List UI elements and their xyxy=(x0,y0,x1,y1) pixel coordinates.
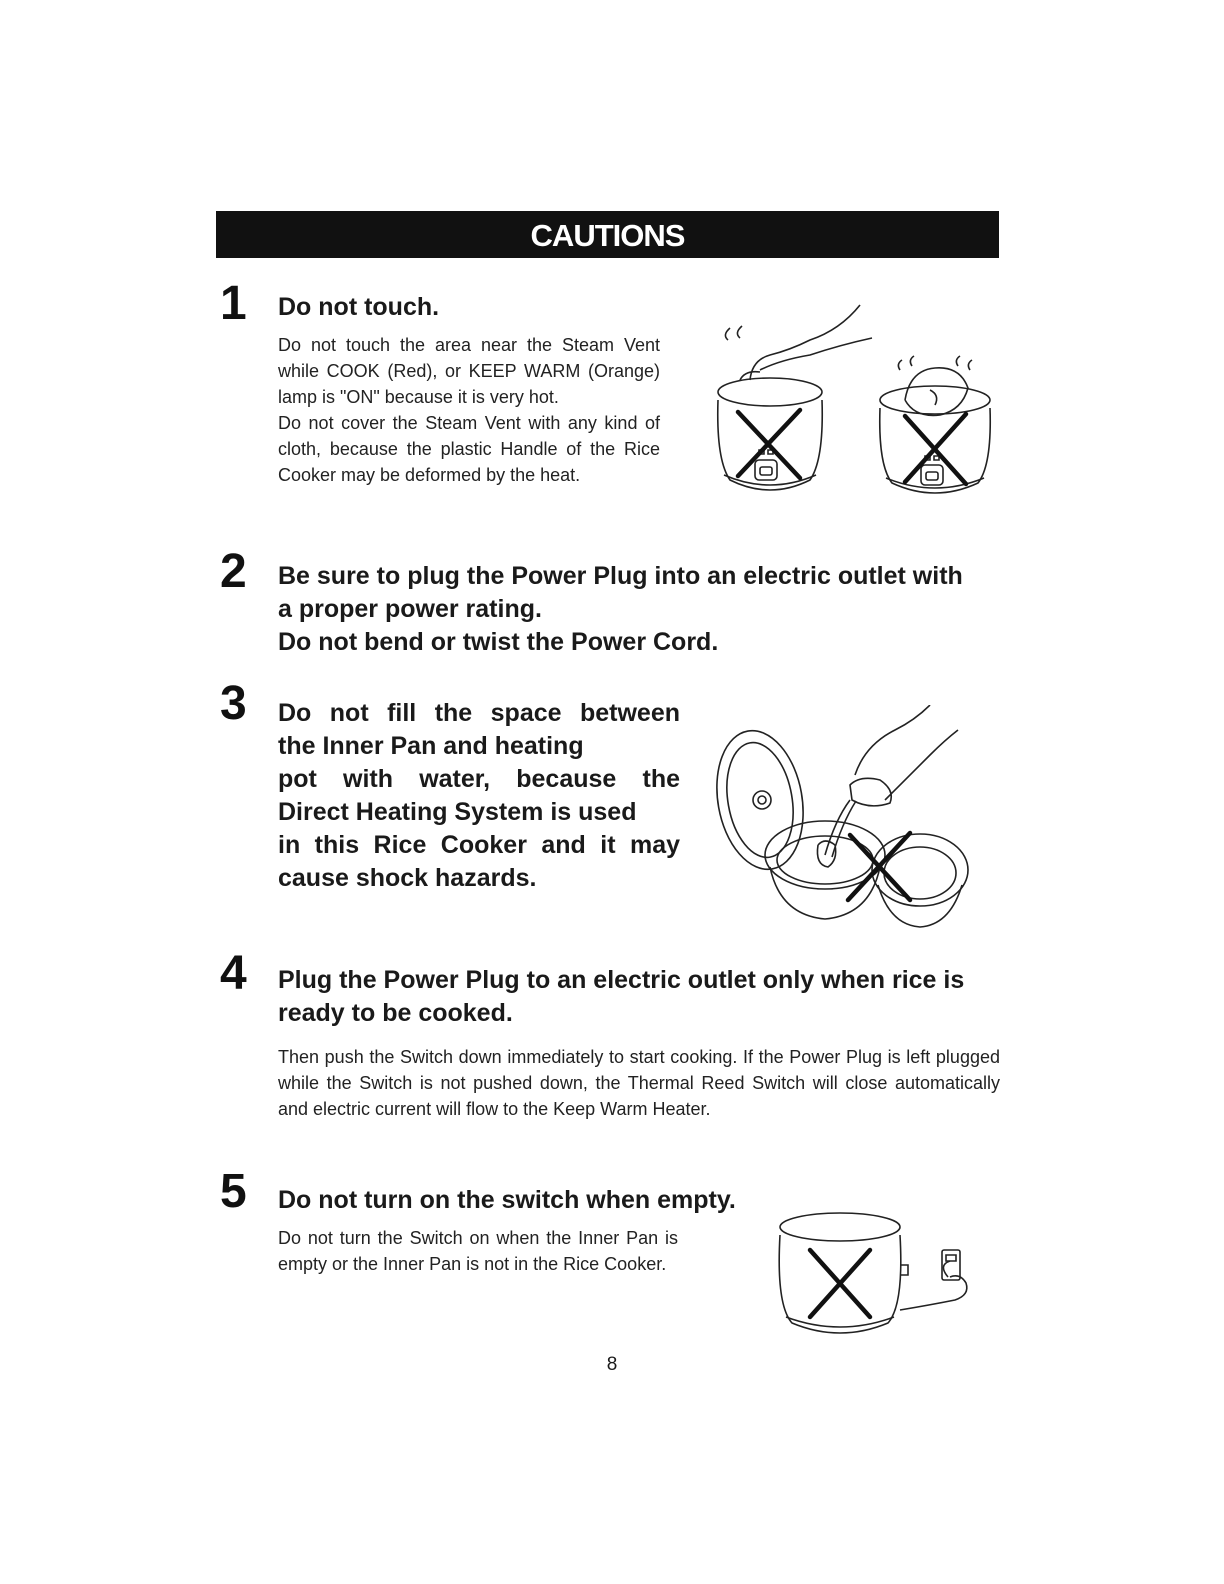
rice-cooker-warning-illustration-5 xyxy=(770,1205,980,1340)
section-2-heading xyxy=(278,560,1008,659)
section-2-heading-line-2: a proper power rating. xyxy=(278,595,542,623)
section-3-heading-line-3: pot with water, because the xyxy=(278,765,680,793)
section-1-paragraph-2: Do not cover the Steam Vent with any kind of cloth, because the plastic Handle of the Rice Cooker may be deformed by the heat. xyxy=(278,413,660,485)
section-1-heading: Do not touch. xyxy=(278,293,440,321)
page-number: 8 xyxy=(606,1354,618,1375)
section-1-paragraph-1: Do not touch the area near the Steam Vent while COOK (Red), or KEEP WARM (Orange) lamp is "ON" because it is very hot. xyxy=(278,335,660,407)
section-3-heading-line-4: Direct Heating System is used xyxy=(278,798,637,826)
section-3-number: 3 xyxy=(220,677,247,730)
cautions-banner: CAUTIONS xyxy=(216,211,999,258)
section-1-number: 1 xyxy=(220,277,247,330)
section-5-paragraph: Do not turn the Switch on when the Inner Pan is empty or the Inner Pan is not in the Rice Cooker. xyxy=(278,1228,678,1274)
section-2-number: 2 xyxy=(220,545,247,598)
rice-cooker-warning-illustration-1 xyxy=(700,300,1010,510)
section-2-heading-line-3: Do not bend or twist the Power Cord. xyxy=(278,628,719,656)
section-1-body xyxy=(278,332,660,488)
section-5-heading: Do not turn on the switch when empty. xyxy=(278,1186,736,1214)
section-4-heading-line-1: Plug the Power Plug to an electric outlet only when rice is xyxy=(278,966,965,994)
section-5-number: 5 xyxy=(220,1165,247,1218)
section-4-heading-line-2: ready to be cooked. xyxy=(278,999,513,1027)
section-3-heading-line-5: in this Rice Cooker and it may xyxy=(278,831,680,859)
section-3-heading-line-1: Do not fill the space between xyxy=(278,699,680,727)
section-3-heading-line-2: the Inner Pan and heating xyxy=(278,732,584,760)
section-3-heading-line-6: cause shock hazards. xyxy=(278,864,537,892)
section-4-number: 4 xyxy=(220,947,247,1000)
section-4-paragraph: Then push the Switch down immediately to start cooking. If the Power Plug is left plugged while the Switch is not pushed down, the Thermal Reed Switch will close automatically and electric current will flow to the Keep Warm Heater. xyxy=(278,1047,1000,1119)
section-2-heading-line-1: Be sure to plug the Power Plug into an electric outlet with xyxy=(278,562,963,590)
section-3-heading xyxy=(278,697,680,895)
rice-cooker-warning-illustration-3 xyxy=(700,705,980,930)
section-4-heading xyxy=(278,964,1008,1030)
